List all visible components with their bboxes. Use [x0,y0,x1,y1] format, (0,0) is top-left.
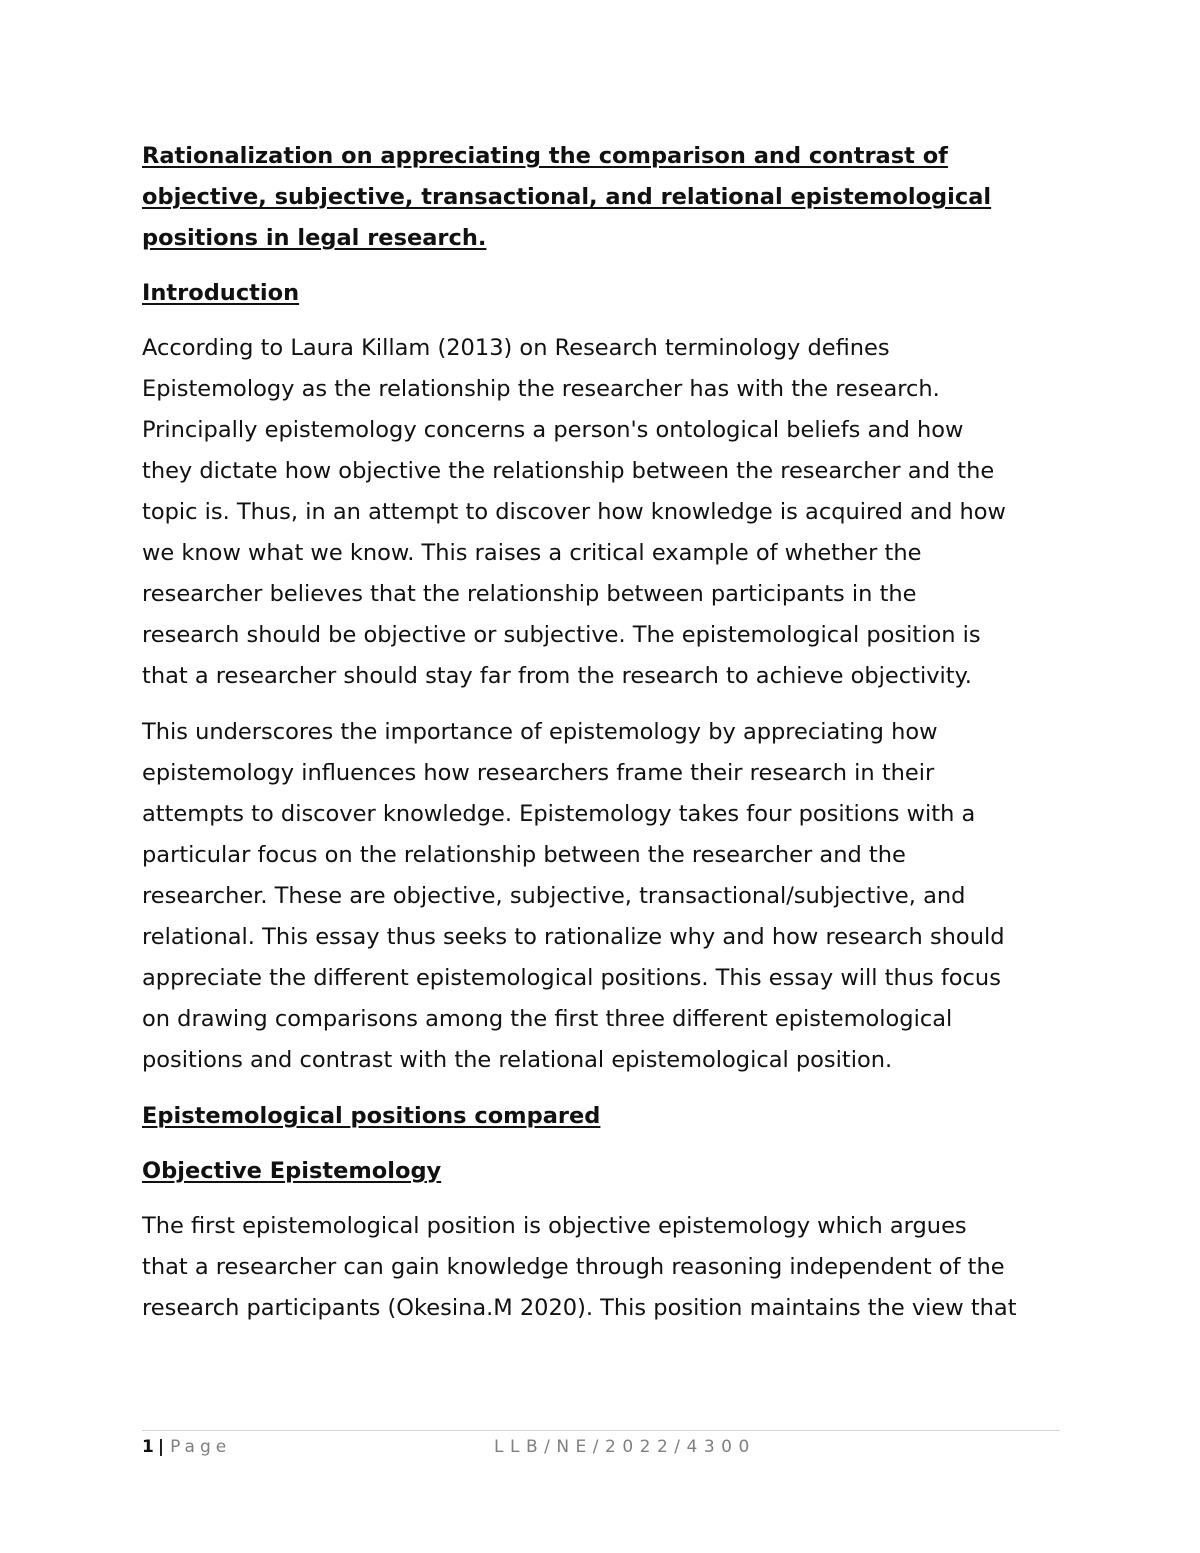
text-line: According to Laura Killam (2013) on Research terminology defines [142,335,890,361]
text-line: positions and contrast with the relational epistemological position. [142,1047,893,1073]
text-line: relational. This essay thus seeks to rationalize why and how research should [142,924,1005,950]
document-reference: LLB/NE/2022/4300 [494,1437,756,1457]
title-line: objective, subjective, transactional, and relational epistemological [142,184,992,210]
introduction-heading: Introduction [142,280,300,306]
document-title [142,136,1072,259]
title-line: positions in legal research. [142,225,487,251]
text-line: that a researcher should stay far from the research to achieve objectivity. [142,663,972,689]
introduction-paragraph-2 [142,712,1072,1081]
text-line: particular focus on the relationship between the researcher and the [142,842,906,868]
introduction-paragraph-1 [142,328,1072,697]
page-number: 1 [142,1437,154,1457]
document-body [142,136,1072,1344]
subsection-heading: Objective Epistemology [142,1158,442,1184]
text-line: research participants (Okesina.M 2020). This position maintains the view that [142,1295,1017,1321]
text-line: attempts to discover knowledge. Epistemology takes four positions with a [142,801,976,827]
text-line: epistemology influences how researchers frame their research in their [142,760,935,786]
text-line: This underscores the importance of epistemology by appreciating how [142,719,938,745]
text-line: they dictate how objective the relationship between the researcher and the [142,458,995,484]
text-line: researcher. These are objective, subjective, transactional/subjective, and [142,883,966,909]
page-footer [142,1430,1060,1457]
text-line: that a researcher can gain knowledge through reasoning independent of the [142,1254,1005,1280]
text-line: we know what we know. This raises a critical example of whether the [142,540,922,566]
footer-separator: | [157,1437,165,1457]
text-line: The first epistemological position is objective epistemology which argues [142,1213,967,1239]
text-line: topic is. Thus, in an attempt to discover how knowledge is acquired and how [142,499,1006,525]
title-line: Rationalization on appreciating the comparison and contrast of [142,143,948,169]
text-line: researcher believes that the relationship between participants in the [142,581,917,607]
text-line: research should be objective or subjective. The epistemological position is [142,622,981,648]
page-number-block [142,1437,231,1457]
page-label: Page [170,1437,232,1457]
text-line: appreciate the different epistemological positions. This essay will thus focus [142,965,1001,991]
text-line: Principally epistemology concerns a person's ontological beliefs and how [142,417,964,443]
objective-epistemology-paragraph [142,1206,1072,1329]
section-heading: Epistemological positions compared [142,1103,601,1129]
text-line: on drawing comparisons among the first three different epistemological [142,1006,953,1032]
text-line: Epistemology as the relationship the researcher has with the research. [142,376,940,402]
